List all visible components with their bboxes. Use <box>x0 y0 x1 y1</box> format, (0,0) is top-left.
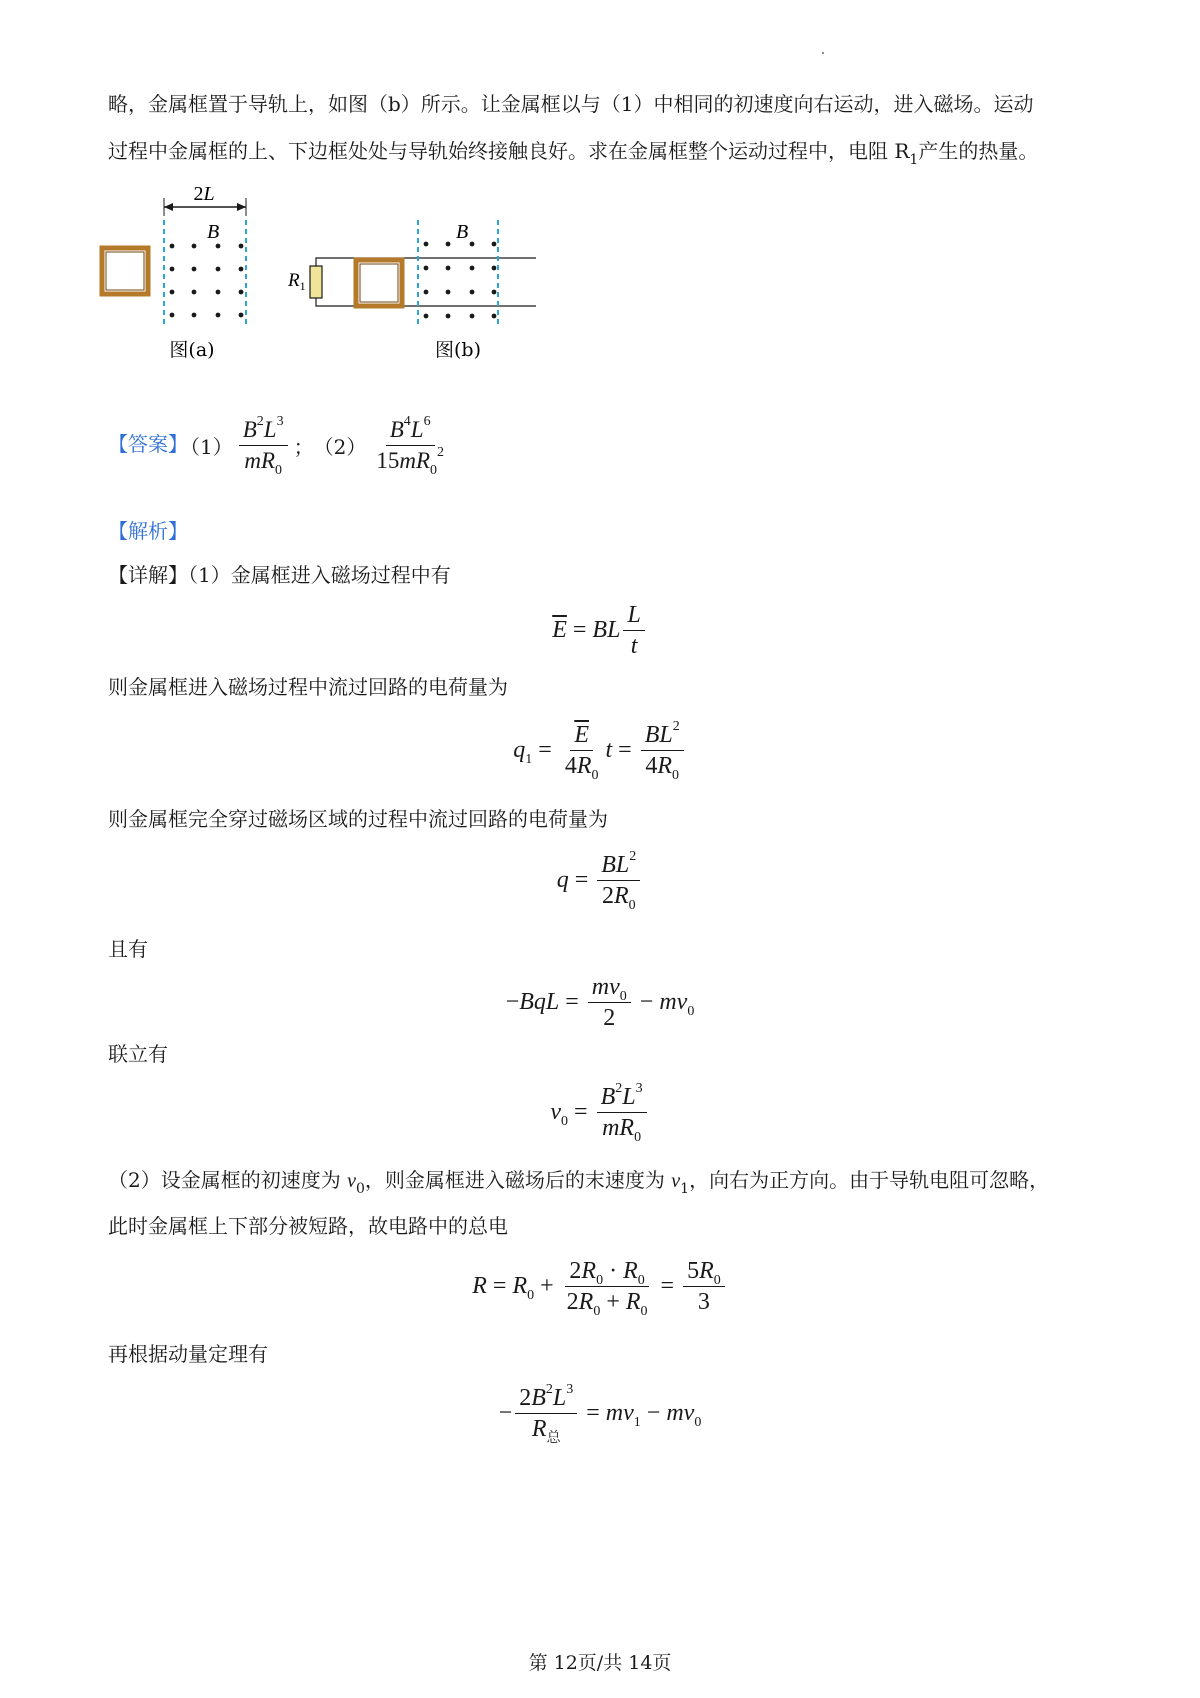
part2-sub-0: 0 <box>355 1181 365 1197</box>
resistor-r1 <box>310 266 322 298</box>
figure-magnetic-field <box>96 180 576 380</box>
figure-a-label: 图(a) <box>169 339 215 361</box>
part2-text-b: ，则金属框进入磁场后的末速度为 <box>364 1168 672 1192</box>
width-arrow-left-head <box>164 203 173 211</box>
metal-frame-b <box>356 260 402 306</box>
text-also: 且有 <box>108 937 148 961</box>
field-dots-b <box>424 242 497 319</box>
field-dots-a <box>170 244 244 318</box>
field-label-b: B <box>456 221 469 243</box>
equation-momentum-2: − $\frac{2B^2L^3}{R_总}$ = $mv_1$ − $mv_0$ <box>498 1382 702 1446</box>
part2-sub-1: 1 <box>680 1181 690 1197</box>
equation-momentum-1: − BqL = $\frac{mv_0}{2}$ − $mv_0$ <box>505 974 695 1031</box>
metal-frame-a-inner <box>106 252 144 290</box>
answer-part2-label: （2） <box>313 434 367 459</box>
equation-v0: $v_0$ = $\frac{B^2L^3}{mR_0}$ <box>0 1082 1200 1143</box>
text-charge-1: 则金属框进入磁场过程中流过回路的电荷量为 <box>108 675 508 699</box>
answer-2-fraction: $\frac{B^4L^6}{15mR_0^2}$ <box>376 413 444 478</box>
resistor-label: $R_1$ <box>288 270 306 293</box>
part2-line-2: 此时金属框上下部分被短路，故电路中的总电 <box>108 1214 508 1238</box>
part2-text-a: （2）设金属框的初速度为 <box>108 1168 348 1192</box>
detail-label: 【详解】 <box>108 563 188 587</box>
figure-a <box>102 183 246 361</box>
text-momentum: 再根据动量定理有 <box>108 1342 268 1366</box>
text-charge-2: 则金属框完全穿过磁场区域的过程中流过回路的电荷量为 <box>108 807 608 831</box>
answer-label: 【答案】 <box>108 432 188 456</box>
figure-b-label: 图(b) <box>435 339 481 361</box>
text-combine: 联立有 <box>108 1042 168 1066</box>
width-label: 2L <box>193 183 215 205</box>
answer-1-fraction: $\frac{B^2L^3}{mR_0}$ <box>239 415 288 476</box>
part2-line-1 <box>108 1166 1049 1195</box>
metal-frame-b-inner <box>360 264 398 302</box>
equation-q1: $q_1$ = $\frac{\overline{E}}{4R_0}$ t = $\frac{BL^2}{4R_0}$ <box>0 720 1200 781</box>
answer-separator: ； <box>293 434 314 459</box>
answer-part1-label: （1） <box>180 434 233 459</box>
analysis-label: 【解析】 <box>108 519 188 543</box>
intro-line-2 <box>108 137 1039 168</box>
intro-line-2-sub: 1 <box>909 152 919 168</box>
detail-line <box>108 561 451 589</box>
field-label-a: B <box>207 221 220 243</box>
wire-bottom-left <box>316 298 354 306</box>
part2-var-v0: v <box>347 1170 356 1192</box>
part2-text-c: ，向右为正方向。由于导轨电阻可忽略， <box>689 1168 1050 1192</box>
page-mark <box>822 52 824 54</box>
equation-q: q = $\frac{BL^2}{2R_0}$ <box>0 850 1200 911</box>
page-footer: 第 12页/共 14页 <box>528 1652 672 1674</box>
answer-formulas <box>180 400 454 490</box>
equation-total-resistance: R = $R_0$ + $\frac{2R_0 \cdot R_0}{2R_0 + R_0}$ = $\frac{5R_0}{3}$ <box>0 1256 1200 1317</box>
wire-top-left <box>316 258 354 266</box>
figure-b <box>287 220 536 361</box>
intro-line-2-end: 产生的热量。 <box>918 139 1039 163</box>
intro-line-2-text: 过程中金属框的上、下边框处处与导轨始终接触良好。求在金属框整个运动过程中，电阻 R <box>108 139 910 163</box>
width-arrow-right-head <box>237 203 246 211</box>
part2-var-v1: v <box>671 1170 681 1192</box>
answer-line <box>108 430 188 458</box>
detail-intro: （1）金属框进入磁场过程中有 <box>188 563 451 587</box>
equation-emf: $\overline{E}$ = BL $\frac{L}{t}$ <box>0 600 1200 661</box>
intro-line-1: 略，金属框置于导轨上，如图（b）所示。让金属框以与（1）中相同的初速度向右运动，进入磁场。运动 <box>108 92 1034 116</box>
metal-frame-a <box>102 248 148 294</box>
